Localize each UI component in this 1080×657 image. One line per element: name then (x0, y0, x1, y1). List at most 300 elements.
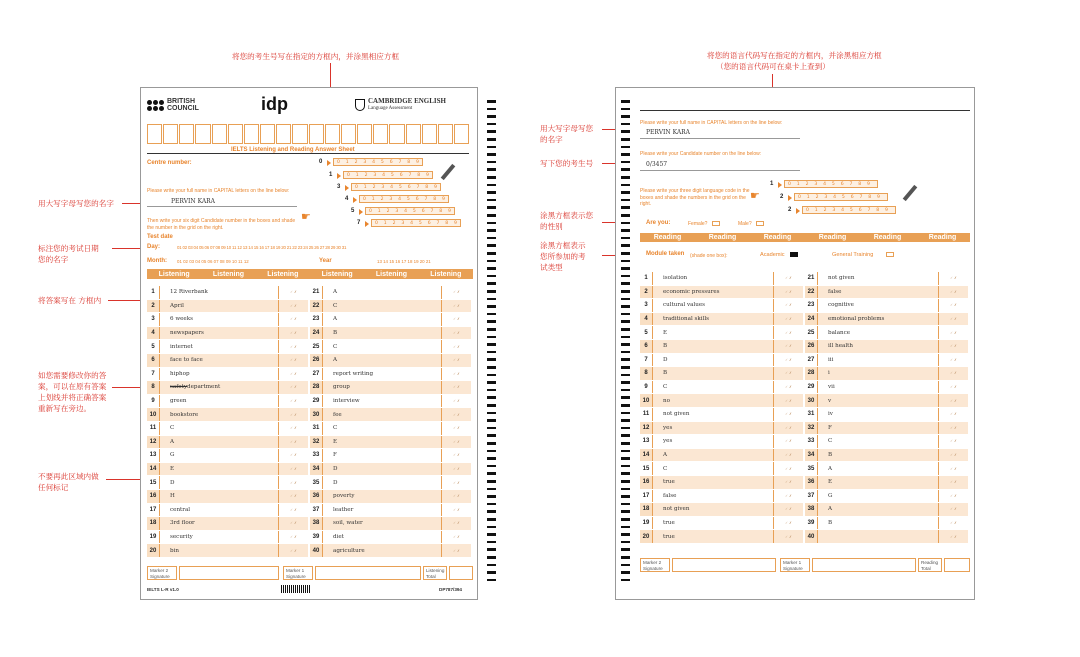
question-number: 40 (312, 547, 320, 554)
answer-text[interactable]: C (652, 462, 773, 475)
answer-row[interactable] (640, 286, 803, 299)
marker-tick-box: ✓ ✗ (441, 531, 471, 544)
answer-row[interactable] (147, 408, 308, 421)
answer-text[interactable] (159, 381, 278, 394)
answer-text[interactable]: green (159, 395, 278, 408)
answer-text[interactable]: D (322, 476, 441, 489)
answer-text[interactable]: D (159, 476, 278, 489)
marker1-box[interactable] (812, 558, 916, 572)
answer-text[interactable]: true (652, 517, 773, 530)
female-checkbox[interactable] (712, 221, 720, 226)
answer-row[interactable] (640, 367, 803, 380)
question-number: 17 (642, 492, 650, 499)
answer-row[interactable] (640, 503, 803, 516)
answer-text[interactable]: newspapers (159, 327, 278, 340)
answer-row[interactable] (805, 299, 968, 312)
marker1-signature: Marker 1 Signature (283, 566, 313, 580)
answer-text[interactable]: E (159, 463, 278, 476)
marker-tick-box: ✓ ✗ (441, 504, 471, 517)
answer-row[interactable] (147, 436, 308, 449)
answer-text[interactable]: April (159, 300, 278, 313)
marker-tick-box: ✓ ✗ (441, 408, 471, 421)
day-digits[interactable]: 01 02 03 04 05 06 07 08 09 10 11 12 13 14 15 16 17 18 19 20 21 22 23 24 25 26 27 28 29 30 31 (177, 245, 347, 250)
timing-mark (621, 571, 630, 574)
question-number: 2 (644, 288, 648, 295)
answer-text[interactable]: F (817, 422, 938, 435)
answer-text[interactable]: E (652, 326, 773, 339)
answer-row[interactable] (640, 299, 803, 312)
answer-row[interactable] (640, 381, 803, 394)
answer-text[interactable]: C (322, 340, 441, 353)
answer-row[interactable] (640, 435, 803, 448)
marker-tick-box: ✓ ✗ (278, 381, 308, 394)
answer-text[interactable]: central (159, 504, 278, 517)
answer-text[interactable]: true (652, 530, 773, 543)
answer-row[interactable] (640, 449, 803, 462)
timing-mark (621, 260, 630, 263)
marker2-box[interactable] (672, 558, 776, 572)
question-number: 15 (149, 479, 157, 486)
answer-row[interactable] (805, 490, 968, 503)
male-checkbox[interactable] (756, 221, 764, 226)
answer-text[interactable]: face to face (159, 354, 278, 367)
answer-row[interactable] (310, 408, 471, 421)
timing-mark (487, 396, 496, 399)
answer-row[interactable] (147, 368, 308, 381)
answer-row[interactable] (805, 367, 968, 380)
answer-row[interactable] (310, 504, 471, 517)
answer-text[interactable]: balance (817, 326, 938, 339)
answer-text[interactable]: A (322, 354, 441, 367)
answer-row[interactable] (640, 340, 803, 353)
answer-row[interactable] (147, 300, 308, 313)
answer-text[interactable]: ill health (817, 340, 938, 353)
test-date-label: Test date (147, 234, 173, 240)
lang-digit-row[interactable]: 0 1 2 3 4 5 6 7 8 9 (784, 180, 878, 188)
marker-tick-box: ✓ ✗ (773, 449, 803, 462)
marker-tick-box: ✓ ✗ (278, 408, 308, 421)
answer-text[interactable]: B (817, 449, 938, 462)
answer-row[interactable] (147, 449, 308, 462)
marker-tick-box: ✓ ✗ (441, 354, 471, 367)
marker2-box[interactable] (179, 566, 279, 580)
answer-text[interactable]: vii (817, 381, 938, 394)
answer-row[interactable] (310, 381, 471, 394)
timing-mark (487, 472, 496, 475)
academic-checkbox[interactable] (790, 252, 798, 257)
logo-british-text: BRITISH (167, 98, 195, 105)
timing-mark (621, 138, 630, 141)
answer-text[interactable]: A (159, 436, 278, 449)
answer-row[interactable] (310, 517, 471, 530)
timing-mark (621, 450, 630, 453)
top-rule (640, 110, 970, 111)
day-label: Day: (147, 244, 161, 250)
answer-text[interactable]: report writing (322, 368, 441, 381)
answer-text[interactable]: bin (159, 544, 278, 557)
total-box[interactable] (449, 566, 473, 580)
answer-text[interactable]: poverty (322, 490, 441, 503)
answer-text[interactable]: economic pressures (652, 286, 773, 299)
marker-tick-box: ✓ ✗ (938, 408, 968, 421)
answer-text[interactable]: B (322, 327, 441, 340)
marker-tick-box: ✓ ✗ (441, 517, 471, 530)
answer-text[interactable]: C (652, 381, 773, 394)
answer-text[interactable]: false (652, 490, 773, 503)
timing-mark (487, 503, 496, 506)
answer-text[interactable]: F (322, 449, 441, 462)
question-number: 31 (807, 411, 815, 418)
answer-text[interactable]: E (817, 476, 938, 489)
answer-row[interactable] (805, 449, 968, 462)
timing-mark (487, 244, 496, 247)
timing-mark (487, 320, 496, 323)
timing-mark (621, 328, 630, 331)
annotation-left-date-1: 标注您的考试日期 (38, 244, 99, 253)
answer-row[interactable] (310, 368, 471, 381)
answer-row[interactable] (805, 530, 968, 543)
answer-text[interactable]: internet (159, 340, 278, 353)
marker-tick-box: ✓ ✗ (278, 476, 308, 489)
answer-row[interactable] (805, 435, 968, 448)
reading-header (640, 233, 970, 242)
marker-tick-box: ✓ ✗ (938, 367, 968, 380)
answer-text[interactable]: yes (652, 422, 773, 435)
timing-mark (621, 442, 630, 445)
cand-digit-row[interactable]: 0 1 2 3 4 5 6 7 8 9 (343, 171, 433, 179)
cand-hint: Please write your Candidate number on the line below: (640, 151, 762, 157)
lang-digit-row[interactable]: 0 1 2 3 4 5 6 7 8 9 (794, 193, 888, 201)
timing-mark (621, 100, 630, 103)
answer-text[interactable]: B (652, 340, 773, 353)
timing-mark (621, 222, 630, 225)
timing-mark (621, 495, 630, 498)
question-number: 24 (807, 316, 815, 323)
timing-mark (487, 526, 496, 529)
name-hint: Please write your full name in CAPITAL letters on the line below: (640, 120, 783, 126)
lang-row-num: 1 (770, 181, 774, 187)
answer-text[interactable]: 12 Riverbank (159, 286, 278, 299)
answer-row[interactable] (147, 313, 308, 326)
footer-code: IELTS L-R v1.0 (147, 587, 179, 592)
answer-row[interactable] (147, 490, 308, 503)
answer-row[interactable] (310, 436, 471, 449)
are-you-label: Are you: (646, 220, 671, 226)
marker-tick-box: ✓ ✗ (278, 300, 308, 313)
answer-row[interactable] (640, 272, 803, 285)
cand-row-num: 1 (329, 172, 333, 178)
listening-header (147, 269, 473, 279)
answer-text[interactable]: not given (652, 503, 773, 516)
timing-mark (487, 313, 496, 316)
pointing-hand-icon: ☛ (301, 210, 311, 223)
answer-row[interactable] (310, 300, 471, 313)
footer-id: DP787/394 (439, 587, 462, 592)
answer-text[interactable]: yes (652, 435, 773, 448)
answer-text[interactable]: B (817, 517, 938, 530)
cand-digit-row[interactable]: 0 1 2 3 4 5 6 7 8 9 (351, 183, 441, 191)
timing-mark (487, 260, 496, 263)
timing-mark (621, 480, 630, 483)
answer-text[interactable]: cultural values (652, 299, 773, 312)
cand-digit-row[interactable]: 0 1 2 3 4 5 6 7 8 9 (359, 195, 449, 203)
answer-row[interactable] (147, 517, 308, 530)
marker-tick-box: ✓ ✗ (278, 531, 308, 544)
section-label: Reading (653, 234, 682, 241)
annotation-right-name-2: 的名字 (540, 135, 563, 144)
answer-text[interactable] (817, 530, 938, 543)
answer-text[interactable]: C (159, 422, 278, 435)
timing-mark (487, 252, 496, 255)
answer-text[interactable]: false (817, 286, 938, 299)
question-number: 19 (642, 520, 650, 527)
section-label: Listening (158, 270, 190, 278)
answer-text[interactable]: D (322, 463, 441, 476)
female-label: Female? (688, 221, 708, 227)
answer-row[interactable] (310, 354, 471, 367)
answer-row[interactable] (147, 395, 308, 408)
question-number: 3 (644, 302, 648, 309)
timing-mark (621, 381, 630, 384)
answer-row[interactable] (805, 408, 968, 421)
question-number: 7 (644, 356, 648, 363)
timing-mark (487, 305, 496, 308)
answer-text[interactable]: 3rd floor (159, 517, 278, 530)
answer-row[interactable] (805, 313, 968, 326)
timing-mark (487, 130, 496, 133)
answer-row[interactable] (310, 395, 471, 408)
answer-row[interactable] (640, 530, 803, 543)
timing-mark (487, 146, 496, 149)
timing-mark (487, 404, 496, 407)
answer-text[interactable]: iv (817, 408, 938, 421)
answer-row[interactable] (805, 286, 968, 299)
answer-row[interactable] (147, 354, 308, 367)
timing-mark (487, 176, 496, 179)
year-digits[interactable]: 13 14 15 16 17 18 19 20 21 (377, 259, 431, 264)
question-number: 37 (807, 492, 815, 499)
answer-row[interactable] (640, 422, 803, 435)
timing-mark (621, 176, 630, 179)
timing-mark (487, 412, 496, 415)
lang-hint: Please write your three digit language code in the boxes and shade the numbers in the grid on the right. (640, 188, 750, 207)
timing-mark (487, 358, 496, 361)
marker-tick-box: ✓ ✗ (278, 504, 308, 517)
answer-text[interactable]: C (322, 422, 441, 435)
marker-tick-box: ✓ ✗ (773, 381, 803, 394)
answer-row[interactable] (805, 394, 968, 407)
answer-text[interactable]: soil, water (322, 517, 441, 530)
question-number: 8 (644, 370, 648, 377)
answer-row[interactable] (805, 476, 968, 489)
answer-row[interactable] (310, 463, 471, 476)
answer-row[interactable] (310, 340, 471, 353)
answer-text[interactable]: not given (652, 408, 773, 421)
answer-row[interactable] (805, 354, 968, 367)
answer-row[interactable] (147, 544, 308, 557)
cand-digit-row[interactable]: 0 1 2 3 4 5 6 7 8 9 (365, 207, 455, 215)
answer-text[interactable]: isolation (652, 272, 773, 285)
answer-text[interactable]: hiphop (159, 368, 278, 381)
answer-row[interactable] (310, 449, 471, 462)
annotation-right-cand: 写下您的考生号 (540, 159, 594, 168)
marker2-signature: Marker 2 Signature (640, 558, 670, 572)
answer-row[interactable] (640, 490, 803, 503)
answer-text[interactable]: A (652, 449, 773, 462)
answer-row[interactable] (147, 327, 308, 340)
timing-mark (621, 168, 630, 171)
timing-mark (621, 313, 630, 316)
cand-digit-row[interactable]: 0 1 2 3 4 5 6 7 8 9 (333, 158, 423, 166)
answer-row[interactable] (310, 544, 471, 557)
answer-text[interactable]: B (652, 367, 773, 380)
answer-row[interactable] (640, 354, 803, 367)
answer-row[interactable] (805, 326, 968, 339)
timing-mark (487, 237, 496, 240)
answer-row[interactable] (805, 422, 968, 435)
answer-text[interactable]: security (159, 531, 278, 544)
centre-hint: Please write your full name in CAPITAL letters on the line below: (147, 188, 290, 194)
question-number: 35 (312, 479, 320, 486)
answer-row[interactable] (147, 476, 308, 489)
marker-tick-box: ✓ ✗ (938, 354, 968, 367)
marker-tick-box: ✓ ✗ (441, 395, 471, 408)
timing-mark (487, 495, 496, 498)
answer-text[interactable]: G (159, 449, 278, 462)
answer-row[interactable] (640, 394, 803, 407)
answer-text[interactable]: traditional skills (652, 313, 773, 326)
section-label: Reading (763, 234, 792, 241)
answer-text[interactable]: fee (322, 408, 441, 421)
answer-text[interactable]: i (817, 367, 938, 380)
marker-tick-box: ✓ ✗ (938, 435, 968, 448)
answer-text[interactable]: D (652, 354, 773, 367)
question-number: 33 (807, 438, 815, 445)
answer-text[interactable]: 6 weeks (159, 313, 278, 326)
timing-mark (621, 108, 630, 111)
marker-tick-box: ✓ ✗ (441, 286, 471, 299)
timing-mark (487, 366, 496, 369)
answer-row[interactable] (310, 327, 471, 340)
answer-row[interactable] (147, 463, 308, 476)
answer-row[interactable] (310, 313, 471, 326)
timing-mark (621, 556, 630, 559)
answer-text[interactable]: not given (817, 272, 938, 285)
timing-mark (487, 579, 496, 582)
section-label: Listening (430, 270, 462, 278)
answer-row[interactable] (310, 476, 471, 489)
timing-mark (487, 450, 496, 453)
answer-row[interactable] (805, 272, 968, 285)
answer-text[interactable]: v (817, 394, 938, 407)
answer-row[interactable] (147, 531, 308, 544)
answer-text[interactable]: bookstore (159, 408, 278, 421)
answer-row[interactable] (310, 422, 471, 435)
answer-text[interactable]: diet (322, 531, 441, 544)
answer-text[interactable]: interview (322, 395, 441, 408)
cand-digit-row[interactable]: 0 1 2 3 4 5 6 7 8 9 (371, 219, 461, 227)
answer-row[interactable] (310, 490, 471, 503)
answer-row[interactable] (805, 381, 968, 394)
answer-text[interactable]: agriculture (322, 544, 441, 557)
answer-row[interactable] (640, 408, 803, 421)
timing-mark (621, 412, 630, 415)
marker-tick-box: ✓ ✗ (441, 313, 471, 326)
answer-text[interactable]: emotional problems (817, 313, 938, 326)
answer-text[interactable]: group (322, 381, 441, 394)
answer-text[interactable]: C (322, 300, 441, 313)
question-number: 16 (149, 493, 157, 500)
answer-row[interactable] (640, 462, 803, 475)
answer-row[interactable] (805, 462, 968, 475)
total-box[interactable] (944, 558, 970, 572)
answer-text[interactable]: A (817, 503, 938, 516)
answer-row[interactable] (310, 531, 471, 544)
timing-mark (621, 267, 630, 270)
month-digits[interactable]: 01 02 03 04 05 06 07 08 09 10 11 12 (177, 259, 249, 264)
timing-mark (621, 298, 630, 301)
timing-mark (621, 237, 630, 240)
answer-row[interactable] (147, 286, 308, 299)
answer-text[interactable]: iii (817, 354, 938, 367)
answer-text[interactable]: H (159, 490, 278, 503)
answer-text[interactable]: A (322, 313, 441, 326)
section-label: Listening (212, 270, 245, 278)
answer-row[interactable] (310, 286, 471, 299)
timing-mark (487, 343, 496, 346)
timing-mark (487, 336, 496, 339)
answer-row[interactable] (805, 340, 968, 353)
sheet-title: IELTS Listening and Reading Answer Sheet (231, 147, 355, 153)
answer-row[interactable] (640, 476, 803, 489)
question-number: 9 (644, 384, 648, 391)
answer-row[interactable] (147, 504, 308, 517)
name-line (147, 206, 297, 207)
answer-row[interactable] (805, 503, 968, 516)
question-number: 28 (312, 384, 320, 391)
answer-text[interactable]: E (322, 436, 441, 449)
lang-row-num: 2 (788, 207, 792, 213)
pencil-icon (903, 185, 918, 201)
answer-text[interactable]: true (652, 476, 773, 489)
answer-row[interactable] (147, 422, 308, 435)
question-number: 2 (151, 302, 155, 309)
answer-text[interactable]: no (652, 394, 773, 407)
timing-mark (621, 465, 630, 468)
answer-row[interactable] (147, 381, 308, 394)
answer-row[interactable] (147, 340, 308, 353)
timing-mark (487, 153, 496, 156)
answer-text[interactable]: A (817, 462, 938, 475)
lang-digit-row[interactable]: 0 1 2 3 4 5 6 7 8 9 (802, 206, 896, 214)
answer-text[interactable]: A (322, 286, 441, 299)
answer-row[interactable] (805, 517, 968, 530)
answer-text[interactable]: G (817, 490, 938, 503)
timing-mark (621, 184, 630, 187)
year-label: Year (319, 258, 332, 264)
question-number: 18 (149, 520, 157, 527)
marker1-box[interactable] (315, 566, 421, 580)
timing-mark (621, 579, 630, 582)
answer-row[interactable] (640, 517, 803, 530)
answer-text[interactable]: C (817, 435, 938, 448)
answer-row[interactable] (640, 313, 803, 326)
answer-text[interactable]: leather (322, 504, 441, 517)
answer-row[interactable] (640, 326, 803, 339)
answer-text[interactable]: cognitive (817, 299, 938, 312)
question-number: 30 (807, 397, 815, 404)
general-training-checkbox[interactable] (886, 252, 894, 257)
